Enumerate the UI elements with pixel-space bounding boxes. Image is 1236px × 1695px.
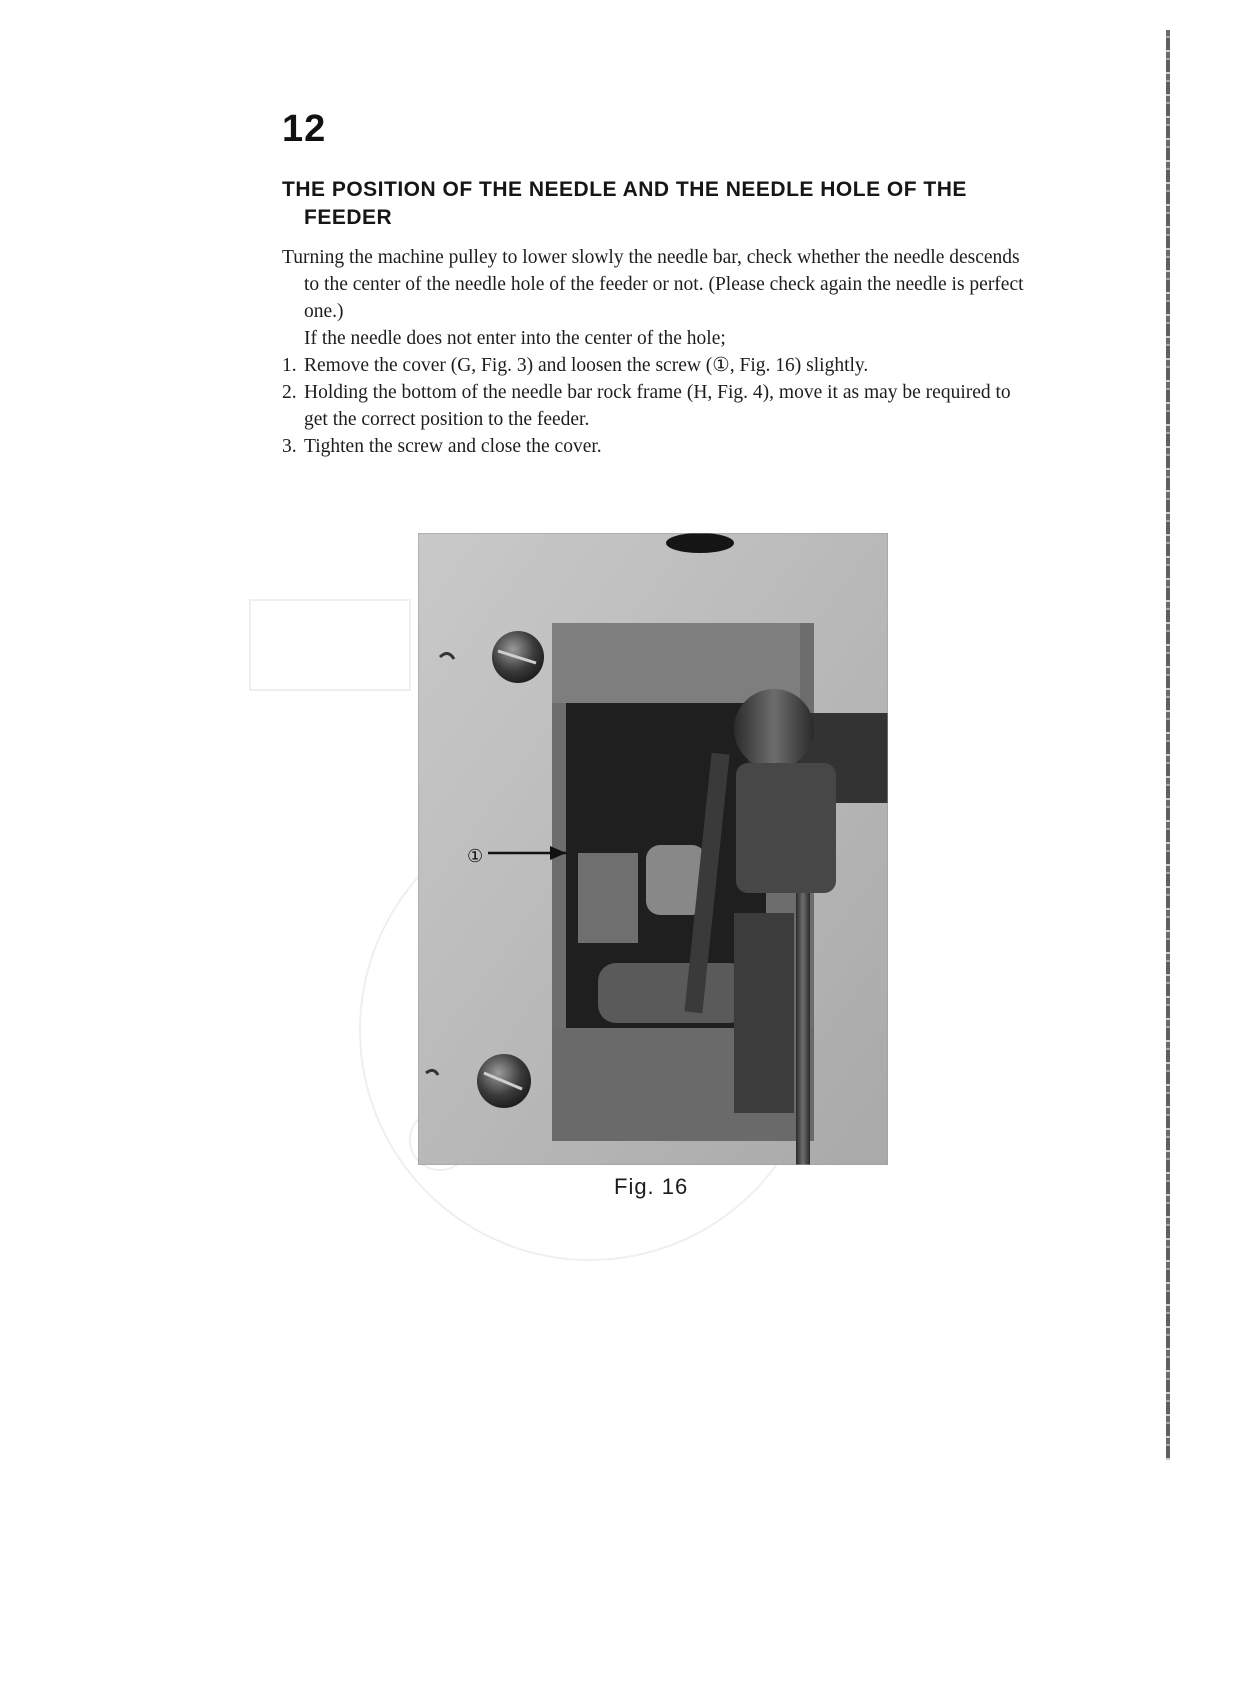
intro-paragraph: Turning the machine pulley to lower slowly the needle bar, check whether the needle descends to the center of the needle hole of the feeder or not. (Please check again the needle is perfect one.)	[282, 247, 1024, 322]
step-item	[282, 352, 1027, 379]
section-title-line1: THE POSITION OF THE NEEDLE AND THE NEEDLE HOLE OF THE	[282, 178, 967, 201]
step-number: 3.	[282, 436, 297, 457]
figure-caption: Fig. 16	[614, 1174, 689, 1199]
condition-line: If the needle does not enter into the center of the hole;	[304, 328, 726, 349]
mechanism-photo	[418, 533, 888, 1165]
step-number: 1.	[282, 355, 297, 376]
scan-edge-shadow	[1166, 30, 1170, 1460]
page-number: 12	[282, 108, 327, 150]
step-text: Remove the cover (G, Fig. 3) and loosen the screw (①, Fig. 16) slightly.	[304, 355, 869, 376]
section-title-line2: FEEDER	[304, 206, 393, 229]
step-text: Holding the bottom of the needle bar rock frame (H, Fig. 4), move it as may be required to get the correct position to the feeder.	[304, 382, 1011, 430]
step-number: 2.	[282, 382, 297, 403]
callout-marker: ①	[467, 846, 484, 867]
step-text: Tighten the screw and close the cover.	[304, 436, 602, 457]
section-title	[282, 176, 1042, 232]
instructions-body	[282, 244, 1027, 460]
step-item	[282, 433, 1027, 460]
step-item	[282, 379, 1027, 433]
steps-list	[282, 352, 1027, 460]
